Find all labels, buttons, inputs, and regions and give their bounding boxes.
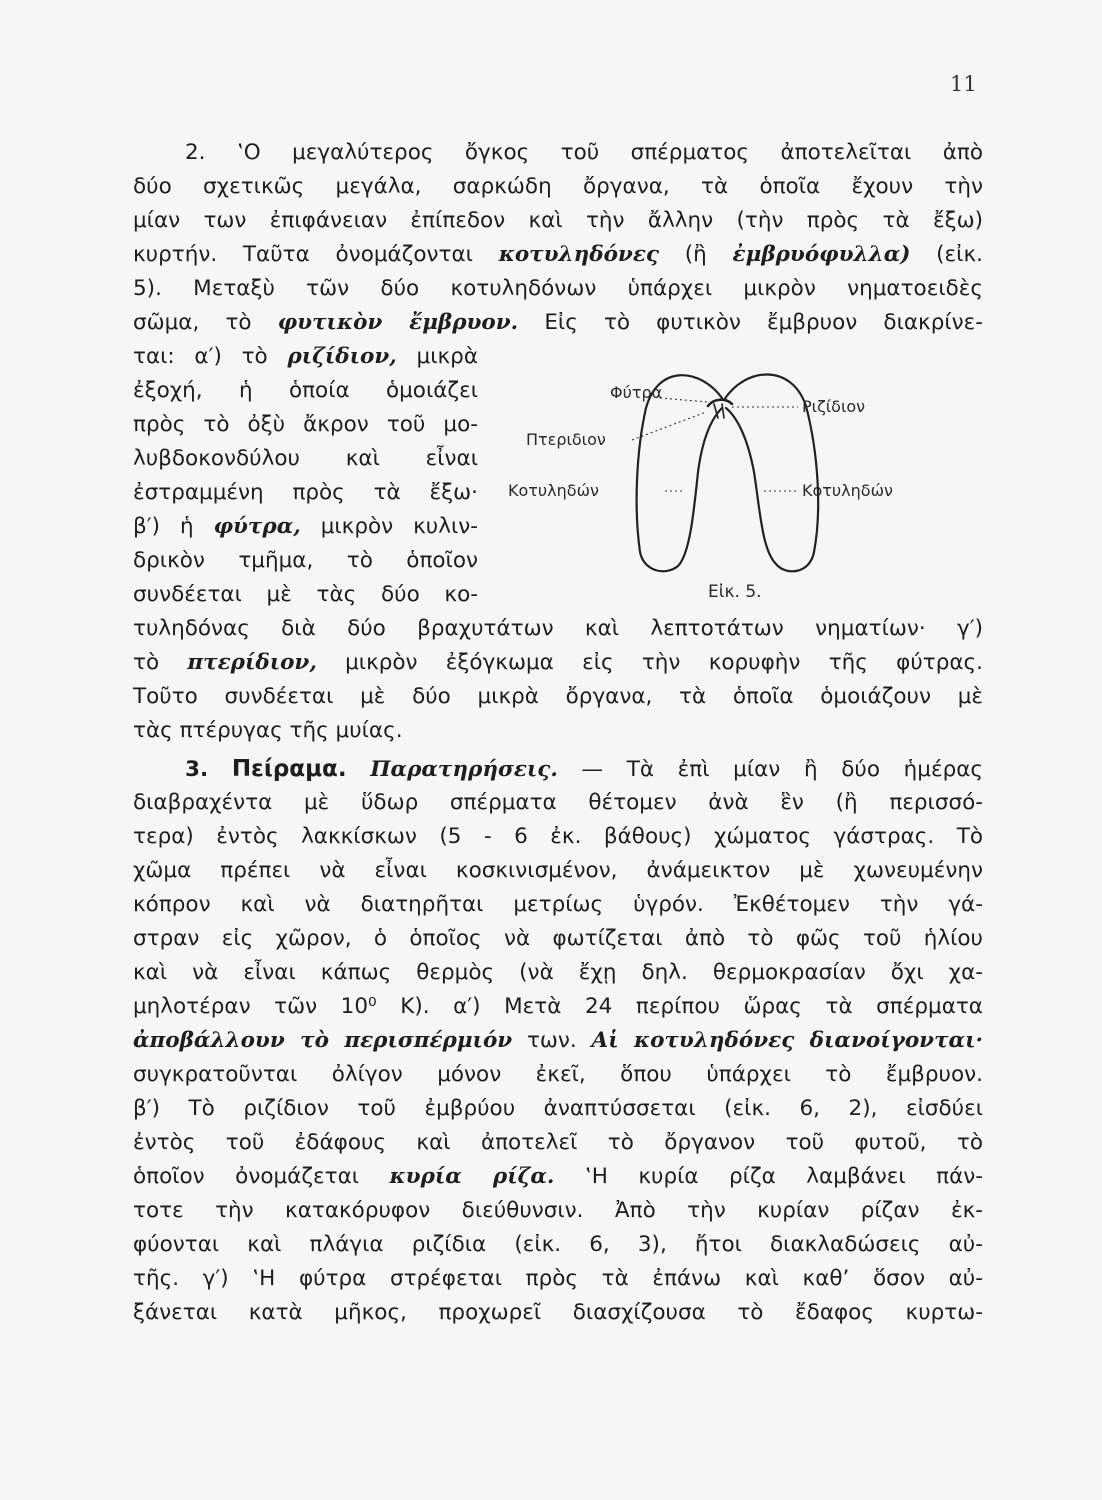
leader-phytra: [660, 398, 708, 402]
text-line: [133, 306, 983, 340]
section-number: 3.: [185, 757, 209, 782]
label-phytra: Φύτρα: [610, 383, 663, 402]
text-line: τοτε τὴν κατακόρυφον διεύθυνσιν. Ἀπὸ τὴν κυρίαν ρίζαν ἐκ-: [133, 1198, 983, 1223]
text-line: ἐστραμμένη πρὸς τὰ ἔξω·: [133, 480, 478, 505]
text-line: συνδέεται μὲ τὰς δύο κο-: [133, 582, 478, 607]
text-line: [133, 238, 983, 272]
text-span: τὸ: [133, 650, 160, 675]
embryo-radicle: [708, 400, 732, 406]
text-span: (ἢ: [684, 242, 707, 267]
text-line: τυληδόνας διὰ δύο βραχυτάτων καὶ λεπτοτάτων νηματίων· γ′): [133, 616, 983, 641]
text-line: τὰς πτέρυγας τῆς μυίας.: [133, 718, 403, 743]
text-line: 2. ‛Ο μεγαλύτερος ὄγκος τοῦ σπέρματος ἀποτελεῖται ἀπὸ: [185, 140, 983, 165]
text-span: μικρὰ: [416, 344, 478, 369]
text-span: σῶμα, τὸ: [133, 310, 252, 335]
term-phytikon-embryon: φυτικὸν ἔμβρυον.: [277, 310, 519, 335]
term-rizidion: ριζίδιον,: [287, 344, 397, 369]
text-line: διαβραχέντα μὲ ὕδωρ σπέρματα θέτομεν ἀνὰ ἓν (ἢ περισσό-: [133, 790, 983, 815]
section-heading-line: [185, 752, 983, 786]
text-span: ται: α′) τὸ: [133, 344, 268, 369]
text-line: ἐξοχή, ἡ ὁποία ὁμοιάζει: [133, 378, 478, 403]
page-number: 11: [950, 72, 977, 96]
label-kotyledon-left: Κοτυληδών: [508, 481, 599, 500]
text-line: [133, 510, 478, 544]
text-line: κόπρον καὶ νὰ διατηρῆται μετρίως ὑγρόν. Ἐκθέτομεν τὴν γά-: [133, 892, 983, 917]
term-pteridion: πτερίδιον,: [187, 650, 317, 675]
text-span: μικρὸν ἐξόγκωμα εἰς τὴν κορυφὴν τῆς φύτρας.: [345, 650, 983, 675]
text-line: ξάνεται κατὰ μῆκος, προχωρεῖ διασχίζουσα τὸ ἔδαφος κυρτω-: [133, 1300, 983, 1325]
term-perispermion: ἀποβάλλουν τὸ περισπέρμιόν: [133, 1028, 513, 1053]
text-line: [133, 646, 983, 680]
text-line: λυβδοκονδύλου καὶ εἶναι: [133, 446, 478, 471]
text-line: [133, 1160, 983, 1194]
text-line: μηλοτέραν τῶν 10⁰ Κ). α′) Μετὰ 24 περίπου ὥρας τὰ σπέρματα: [133, 994, 983, 1019]
text-line: [133, 1024, 983, 1058]
term-kotyledones-dianoigontai: Αἱ κοτυληδόνες διανοίγονται·: [591, 1028, 983, 1053]
text-line: στραν εἰς χῶρον, ὁ ὁποῖος νὰ φωτίζεται ἀπὸ τὸ φῶς τοῦ ἡλίου: [133, 926, 983, 951]
text-span: Εἰς τὸ φυτικὸν ἔμβρυον διακρίνε-: [544, 310, 984, 335]
term-embryophylla: ἐμβρυόφυλλα): [732, 242, 911, 267]
term-phytra: φύτρα,: [213, 514, 301, 539]
text-span: (εἰκ.: [936, 242, 983, 267]
section-subtitle: Παρατηρήσεις.: [370, 757, 558, 782]
text-line: Τοῦτο συνδέεται μὲ δύο μικρὰ ὄργανα, τὰ ὁποῖα ὁμοιάζουν μὲ: [133, 684, 983, 709]
text-span: — Τὰ ἐπὶ μίαν ἢ δύο ἡμέρας: [581, 757, 984, 782]
section-title: Πείραμα.: [231, 756, 347, 782]
text-span: β′) ἡ: [133, 514, 194, 539]
term-kotyledones: κοτυληδόνες: [498, 242, 660, 267]
text-span: κυρτήν. Ταῦτα ὀνομάζονται: [133, 242, 473, 267]
text-line: 5). Μεταξὺ τῶν δύο κοτυληδόνων ὑπάρχει μικρὸν νηματοειδὲς: [133, 276, 983, 301]
text-span: ‛Η κυρία ρίζα λαμβάνει πάν-: [584, 1164, 984, 1189]
text-line: μίαν των ἐπιφάνειαν ἐπίπεδον καὶ τὴν ἄλλην (τὴν πρὸς τὰ ἔξω): [133, 208, 983, 233]
text-line: χῶμα πρέπει νὰ εἶναι κοσκινισμένον, ἀνάμεικτον μὲ χωνευμένην: [133, 858, 983, 883]
text-line: καὶ νὰ εἶναι κάπως θερμὸς (νὰ ἔχῃ δηλ. θερμοκρασίαν ὄχι χα-: [133, 960, 983, 985]
text-line: πρὸς τὸ ὀξὺ ἄκρον τοῦ μο-: [133, 412, 478, 437]
label-pteridion: Πτεριδιον: [526, 430, 606, 449]
label-kotyledon-right: Κοτυληδών: [802, 481, 893, 500]
term-kyria-riza: κυρία ρίζα.: [389, 1164, 555, 1189]
text-line: συγκρατοῦνται ὀλίγον μόνον ἐκεῖ, ὅπου ὑπάρχει τὸ ἔμβρυον.: [133, 1062, 983, 1087]
text-line: [133, 340, 478, 374]
figure-5: [500, 360, 990, 610]
text-line: β′) Τὸ ριζίδιον τοῦ ἐμβρύου ἀναπτύσσεται (εἰκ. 6, 2), εἰσδύει: [133, 1096, 983, 1121]
text-span: μικρὸν κυλιν-: [320, 514, 478, 539]
text-line: τερα) ἐντὸς λακκίσκων (5 - 6 ἐκ. βάθους) χώματος γάστρας. Τὸ: [133, 824, 983, 849]
text-span: ὁποῖον ὀνομάζεται: [133, 1164, 360, 1189]
text-line: φύονται καὶ πλάγια ριζίδια (εἰκ. 6, 3), ἤτοι διακλαδώσεις αὐ-: [133, 1232, 983, 1257]
figure-caption: Εἰκ. 5.: [708, 582, 762, 602]
label-rizidion: Ριζίδιον: [802, 397, 866, 416]
text-line: ἐντὸς τοῦ ἐδάφους καὶ ἀποτελεῖ τὸ ὄργανον τοῦ φυτοῦ, τὸ: [133, 1130, 983, 1155]
text-line: δρικὸν τμῆμα, τὸ ὁποῖον: [133, 548, 478, 573]
text-line: δύο σχετικῶς μεγάλα, σαρκώδη ὄργανα, τὰ ὁποῖα ἔχουν τὴν: [133, 174, 983, 199]
text-span: των.: [526, 1028, 577, 1053]
text-line: τῆς. γ′) ‛Η φύτρα στρέφεται πρὸς τὰ ἐπάνω καὶ καθ’ ὅσον αὐ-: [133, 1266, 983, 1291]
